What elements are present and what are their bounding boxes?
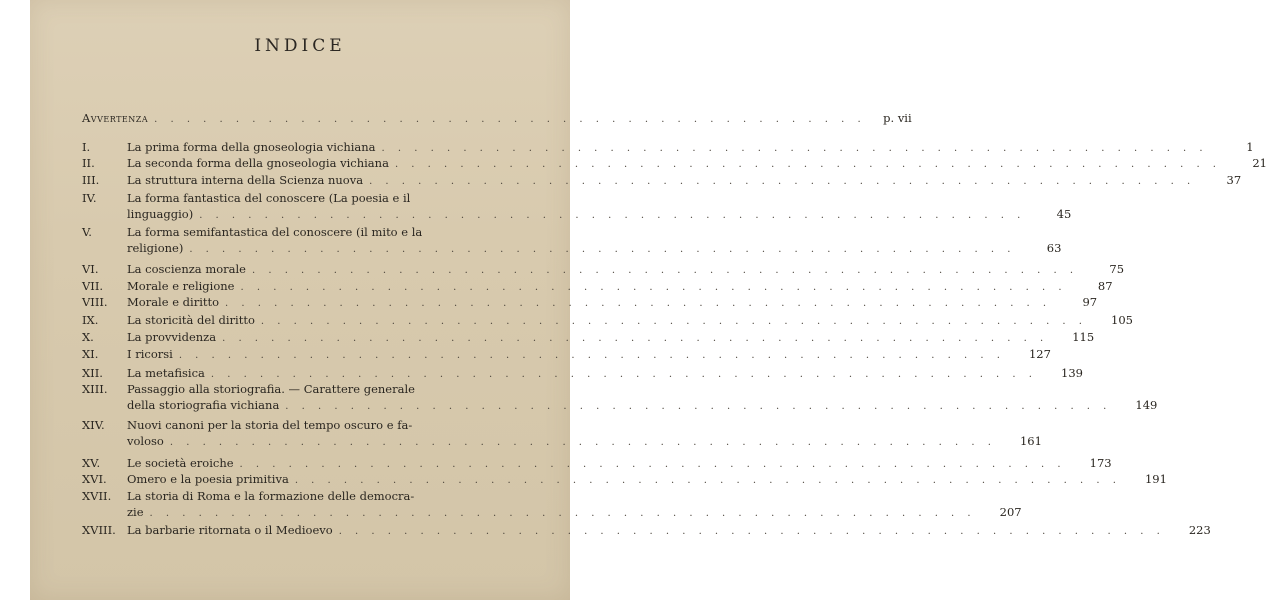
chapter-number: XI. (82, 347, 99, 361)
leader-dots: . . . . . . . . . . . . . . . . . . . . . . . . . . . . . . . . . . . . . . . . . . . . . . . . . . . (210, 369, 1037, 380)
chapter-page-number: 115 (1072, 330, 1095, 344)
leader-dots: . . . . . . . . . . . . . . . . . . . . . . . . . . . . . . . . . . . . . . . . . . . . . . . . . . . (240, 282, 1067, 293)
chapter-number: IX. (82, 313, 99, 327)
chapter-number: III. (82, 173, 100, 187)
chapter-number: X. (82, 330, 94, 344)
chapter-page-number: 37 (1226, 173, 1242, 187)
chapter-page-number: 173 (1089, 456, 1112, 470)
chapter-title-line: Omero e la poesia primitiva (127, 472, 289, 486)
chapter-page-number: 75 (1109, 262, 1125, 276)
chapter-title-line: Morale e diritto (127, 295, 220, 309)
chapter-title-line: La struttura interna della Scienza nuova (127, 173, 364, 187)
chapter-title-line: La prima forma della gnoseologia vichiana (127, 140, 376, 154)
leader-dots: . . . . . . . . . . . . . . . . . . . . . . . . . . . . . . . . . . . . . . . . . . . . . . . . . . . (239, 459, 1066, 470)
page-title: INDICE (254, 36, 346, 56)
chapter-number: II. (82, 156, 95, 170)
chapter-title-line: voloso (127, 434, 164, 448)
preface-label: Avvertenza (82, 111, 149, 125)
chapter-page-number: 161 (1019, 434, 1042, 448)
chapter-number: VIII. (82, 295, 108, 309)
preface-page: p. vii (883, 111, 912, 125)
leader-dots: . . . . . . . . . . . . . . . . . . . . . . . . . . . . . . . . . . . . . . . . . . . . . . . . . . . (199, 210, 1026, 221)
chapter-title-line: La storicità del diritto (127, 313, 255, 327)
chapter-page-number: 105 (1111, 313, 1133, 327)
leader-dots: . . . . . . . . . . . . . . . . . . . . . . . . . . . . . . . . . . . . . . . . . . . . . . . . . . . (251, 265, 1079, 276)
chapter-number: I. (82, 140, 91, 154)
leader-dots: . . . . . . . . . . . . . . . . . . . . . . . . . . . . . . . . . . . . . . . . . . . . . . . . . . . (225, 298, 1052, 309)
leader-dots: . . . . . . . . . . . . . . . . . . . . . . . . . . . . . . . . . . . . . . . . . . . . . . . . . . . (369, 176, 1196, 187)
chapter-number: IV. (82, 191, 97, 205)
chapter-page-number: 45 (1056, 207, 1072, 221)
chapter-page-number: 149 (1135, 398, 1158, 412)
chapter-title-line: La barbarie ritornata o il Medioevo (127, 523, 333, 537)
chapter-title-line: linguaggio) (127, 207, 194, 221)
chapter-title-line: Passaggio alla storiografia. — Carattere generale (127, 382, 415, 396)
leader-dots: . . . . . . . . . . . . . . . . . . . . . . . . . . . . . . . . . . . . . . . . . . . . . . . . . . . (260, 316, 1087, 327)
book-page (30, 0, 1267, 600)
leader-dots: . . . . . . . . . . . . . . . . . . . . . . . . . . . . . . . . . . . . . . . . . . . . . . . . . . . (169, 437, 996, 448)
chapter-number: XII. (82, 366, 103, 380)
chapter-number: VI. (82, 262, 99, 276)
leader-dots: . . . . . . . . . . . . . . . . . . . . . . . . . . . . . . . . . . . . . . . . . . . . . . . . . . . (178, 350, 1005, 361)
leader-dots: . . . . . . . . . . . . . . . . . . . . . . . . . . . . . . . . . . . . . . . . . . . . . . . . . . . (381, 143, 1208, 154)
leader-dots: . . . . . . . . . . . . . . . . . . . . . . . . . . . . . . . . . . . . . . . . . . . . (154, 114, 866, 125)
leader-dots: . . . . . . . . . . . . . . . . . . . . . . . . . . . . . . . . . . . . . . . . . . . . . . . . . . . (294, 475, 1121, 486)
chapter-number: VII. (82, 279, 104, 293)
leader-dots: . . . . . . . . . . . . . . . . . . . . . . . . . . . . . . . . . . . . . . . . . . . . . . . . . . . (189, 244, 1016, 255)
chapter-number: XIV. (82, 418, 105, 432)
chapter-number: XVII. (82, 489, 112, 503)
chapter-page-number: 139 (1061, 366, 1083, 380)
chapter-number: XVIII. (82, 523, 116, 537)
chapter-title-line: Le società eroiche (127, 456, 234, 470)
leader-dots: . . . . . . . . . . . . . . . . . . . . . . . . . . . . . . . . . . . . . . . . . . . . . . . . . . . (285, 401, 1112, 412)
chapter-page-number: 223 (1188, 523, 1211, 537)
leader-dots: . . . . . . . . . . . . . . . . . . . . . . . . . . . . . . . . . . . . . . . . . . . . . . . . . . . (149, 508, 976, 519)
chapter-title-line: Morale e religione (127, 279, 235, 293)
leader-dots: . . . . . . . . . . . . . . . . . . . . . . . . . . . . . . . . . . . . . . . . . . . . . . . . . . . (338, 526, 1165, 537)
chapter-title-line: La forma semifantastica del conoscere (il mito e la (127, 225, 423, 239)
chapter-number: V. (82, 225, 92, 239)
chapter-page-number: 207 (999, 505, 1022, 519)
chapter-title-line: zie (127, 505, 144, 519)
chapter-title-line: religione) (127, 241, 184, 255)
chapter-title-line: I ricorsi (127, 347, 173, 361)
chapter-page-number: 63 (1046, 241, 1062, 255)
chapter-title-line: della storiografia vichiana (127, 398, 280, 412)
chapter-title-line: La seconda forma della gnoseologia vichiana (127, 156, 389, 170)
chapter-page-number: 97 (1082, 295, 1098, 309)
chapter-number: XV. (82, 456, 101, 470)
chapter-title-line: Nuovi canoni per la storia del tempo oscuro e fa- (127, 418, 413, 432)
chapter-title-line: La coscienza morale (127, 262, 246, 276)
chapter-title-line: La storia di Roma e la formazione delle democra- (127, 489, 415, 503)
chapter-title-line: La forma fantastica del conoscere (La poesia e il (127, 191, 411, 205)
chapter-number: XIII. (82, 382, 108, 396)
chapter-page-number: 191 (1144, 472, 1167, 486)
chapter-page-number: 127 (1028, 347, 1051, 361)
leader-dots: . . . . . . . . . . . . . . . . . . . . . . . . . . . . . . . . . . . . . . . . . . . . . . . . . . . (394, 159, 1221, 170)
chapter-page-number: 21 (1252, 156, 1267, 170)
leader-dots: . . . . . . . . . . . . . . . . . . . . . . . . . . . . . . . . . . . . . . . . . . . . . . . . . . . (222, 333, 1049, 344)
chapter-page-number: 1 (1246, 140, 1254, 154)
chapter-title-line: La provvidenza (127, 330, 217, 344)
chapter-number: XVI. (82, 472, 107, 486)
chapter-page-number: 87 (1097, 279, 1113, 293)
chapter-title-line: La metafisica (127, 366, 205, 380)
